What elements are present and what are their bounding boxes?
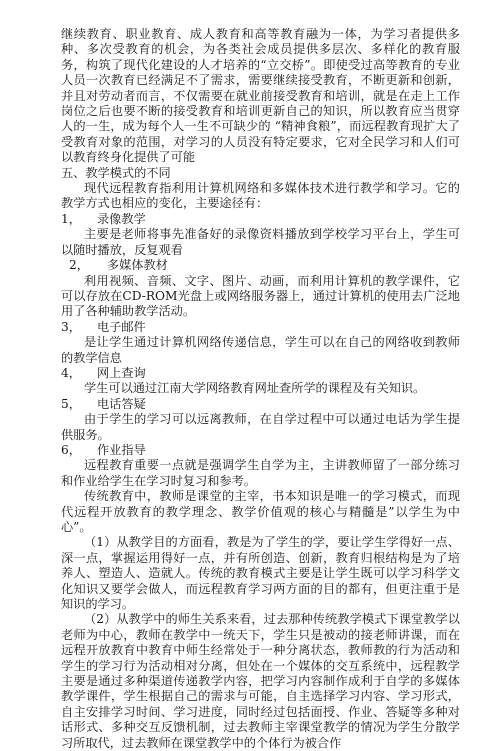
item-title: 电子邮件 <box>97 319 146 334</box>
paragraph-relation: （2）从教学中的师生关系来看，过去那种传统教学模式下课堂教学以老师为中心，教师在教学中一统天下，学生只是被动的接老师讲课，而在远程开放教育中教育中师生经常处于一种分离状态，教师教的行为活动和学生的学习行为活动相对分离，但处在一个媒体的交互系统中，远程教学主要是通过多种渠道传递教学内容，把学习内容制作成利于自学的多媒体教学课件，学生根据自己的需求与可能，自主选择学习内容、学习形式，自主安排学习时间、学习进度，同时经过包括面授、作业、答疑等多种对话形式、多种交互反馈机制，过去教师主宰课堂教学的情况为学生分散学习所取代，过去教师在课堂教学中的个体行为被合作 <box>61 612 460 750</box>
item-title: 电话答疑 <box>97 396 146 411</box>
item-title: 作业指导 <box>97 442 146 457</box>
item-title: 录像教学 <box>97 211 146 226</box>
item-body: 是让学生通过计算机网络传递信息，学生可以在自己的网络收到教师的教学信息 <box>61 335 460 365</box>
item-5 <box>61 397 460 443</box>
item-number: 5， <box>61 396 81 411</box>
item-body: 远程教育重要一点就是强调学生自学为主，主讲教师留了一部分练习和作业给学生在学习时复习和参考。 <box>61 458 460 488</box>
item-title: 多媒体教材 <box>107 258 168 273</box>
paragraph-goal: （1）从教学目的方面看，教是为了学生的学，要让学生学得好一点、深一点，掌握运用得好一点，并有所创造、创新，教育归根结构是为了培养人、塑造人、造就人。传统的教育模式主要是让学生既可以学习科学文化知识又要学会做人，而远程教育学习两方面的目的都有，但更注重于是知识的学习。 <box>61 535 460 612</box>
section-heading: 五、教学模式的不同 <box>61 165 171 180</box>
item-3 <box>61 320 460 366</box>
item-1 <box>61 212 460 258</box>
item-body: 学生可以通过江南大学网络教育网址查所学的课程及有关知识。 <box>84 381 426 396</box>
item-body: 利用视频、音频、文字、图片、动画，而利用计算机的教学课件，它可以存放在CD-ROM光盘上或网络服务器上，通过计算机的使用去广泛地用了各种辅助教学活动。 <box>61 273 460 319</box>
item-number: 4， <box>61 365 81 380</box>
item-title: 网上查询 <box>97 365 146 380</box>
item-body: 由于学生的学习可以远离教师，在自学过程中可以通过电话为学生提供服务。 <box>61 412 460 442</box>
item-number: 2， <box>69 258 89 273</box>
paragraph-section-intro: 现代远程教育指利用计算机网络和多媒体技术进行教学和学习。它的教学方式也相应的变化，主要途径有： <box>61 181 460 211</box>
item-4 <box>61 366 460 397</box>
paragraph-intro: 继续教育、职业教育、成人教育和高等教育融为一体，为学习者提供多种、多次受教育的机会，为各类社会成员提供多层次、多样化的教育服务，构筑了现代化建设的人才培养的“立交桥”。即使受过高等教育的专业人员一次教育已经满足不了需求，需要继续接受教育，不断更新和创新，并且对劳动者而言，不仅需要在就业前接受教育和培训，就是在走上工作岗位之后也要不断的接受教育和培训更新自己的知识，所以教育应当贯穿人的一生，成为每个人一生不可缺少的 “精神食粮”，而远程教育现扩大了受教育对象的范围，对学习的人员没有特定要求，它对全民学习和人们可以教育终身化提供了可能 <box>61 27 460 165</box>
item-6 <box>61 443 460 489</box>
item-2 <box>61 258 460 320</box>
item-number: 1， <box>61 211 81 226</box>
paragraph-concept: 传统教育中，教师是课堂的主宰，书本知识是唯一的学习模式，而现代远程开放教育的教学理念、教学价值观的核心与精髓是”以学生为中心”。 <box>61 489 460 534</box>
item-body: 主要是老师将事先准备好的录像资料播放到学校学习平台上，学生可以随时播放，反复观看 <box>61 227 460 257</box>
item-number: 6， <box>61 442 81 457</box>
item-number: 3， <box>61 319 81 334</box>
